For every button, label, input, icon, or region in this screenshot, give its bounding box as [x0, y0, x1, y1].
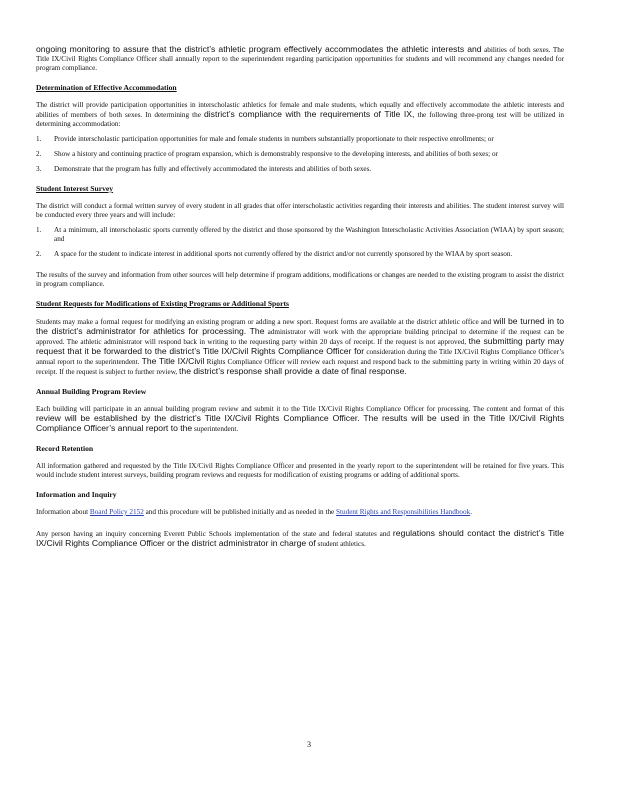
- determination-text-2: district’s compliance with the requirements of Title IX,: [203, 109, 415, 119]
- list-item: [36, 165, 564, 174]
- list-item: [36, 226, 564, 244]
- info-text-2: and this procedure will be published initially and as needed in the: [145, 508, 335, 516]
- requests-paragraph: [36, 317, 564, 377]
- intro-lead: ongoing monitoring to assure that the district’s athletic program effectively accommodates the athletic interests and: [36, 44, 482, 54]
- intro-rest: abilities of both sexes. The Title IX/Civil Rights Compliance Officer shall annually report to the superintendent regarding participation opportunities for students and will recommend any changes needed for program compliance.: [36, 46, 565, 72]
- board-policy-link[interactable]: Board Policy 2152: [89, 508, 144, 516]
- review-paragraph: [36, 405, 564, 434]
- determination-heading: Determination of Effective Accommodation: [36, 83, 177, 92]
- review-section: [36, 387, 564, 434]
- list-number: 1.: [36, 135, 42, 143]
- list-item: [36, 150, 564, 159]
- info-text-6: student athletics.: [317, 540, 366, 548]
- info-heading: Information and Inquiry: [36, 490, 117, 499]
- determination-list: [36, 135, 564, 174]
- requests-text-3: administrator will work with the appropriate building principal to determine if the request can be approved. The athletic administrator will respond back in writing to the requesting party within 20 days of receipt. If the request is not approved,: [36, 328, 564, 346]
- requests-section: [36, 299, 564, 377]
- requests-text-4: the submitting party may request that it be forwarded to the district’s Title IX/Civil Rights Compliance Officer for: [36, 336, 564, 356]
- info-paragraph-2: [36, 529, 564, 549]
- requests-text-7: Rights Compliance Officer will review each request and respond back to the submitting party in writing within 20 days of receipt. If the request is subject to further review,: [36, 358, 565, 376]
- review-text-2: review will be established by the district’s Title IX/Civil Rights Compliance Officer. The results will be used in the Title IX/Civil Rights Compliance Officer’s annual report to the: [36, 413, 564, 433]
- page-number: 3: [307, 740, 311, 749]
- list-text: Provide interscholastic participation opportunities for male and female students in numbers substantially proportionate to their respective enrollments; or: [54, 135, 494, 143]
- retention-heading: Record Retention: [36, 444, 94, 453]
- determination-text-1: The district will provide participation opportunities in interscholastic athletics for female and male students, which equally and effectively accommodate the athletic interests and abilities of members of both sexes. In determining the: [36, 101, 564, 119]
- list-text: At a minimum, all interscholastic sports currently offered by the district and those sponsored by the Washington Interscholastic Activities Association (WIAA) by sport season; and: [54, 226, 564, 243]
- review-text-1: Each building will participate in an annual building program review and submit it to the Title IX/Civil Rights Compliance Officer for processing. The content and format of this: [36, 405, 564, 413]
- survey-section: [36, 184, 564, 289]
- determination-text-3: the following three-prong test will be utilized in determining accommodation:: [36, 111, 564, 128]
- list-item: [36, 135, 564, 144]
- list-number: 2.: [36, 150, 42, 158]
- determination-section: [36, 83, 564, 174]
- determination-paragraph: [36, 101, 564, 129]
- requests-text-5: consideration during the Title IX/Civil Rights Compliance Officer’s annual report to the superintendent.: [36, 348, 565, 366]
- requests-text-6: The Title IX/Civil: [141, 356, 205, 366]
- list-text: Show a history and continuing practice of program expansion, which is demonstrably responsive to the developing interests, and abilities of both sexes; or: [54, 150, 498, 158]
- survey-heading: Student Interest Survey: [36, 184, 114, 193]
- review-text-3: superintendent.: [194, 425, 239, 433]
- info-text-4: Any person having an inquiry concerning Everett Public Schools implementation of the state and federal statutes and: [36, 530, 391, 538]
- requests-heading: Student Requests for Modifications of Existing Programs or Additional Sports: [36, 299, 289, 308]
- list-number: 1.: [36, 226, 42, 234]
- info-section: [36, 490, 564, 549]
- retention-section: [36, 444, 564, 480]
- review-heading: Annual Building Program Review: [36, 387, 147, 396]
- document-page: [36, 44, 564, 549]
- requests-text-8: the district’s response shall provide a date of final response.: [179, 366, 407, 376]
- info-text-3: .: [470, 508, 472, 516]
- handbook-link[interactable]: Student Rights and Responsibilities Handbook: [336, 508, 471, 516]
- survey-paragraph: The district will conduct a formal written survey of every student in all grades that offer interscholastic activities regarding their interests and abilities. The student interest survey will be conducted every three years and will include:: [36, 202, 564, 219]
- requests-text-2: will be turned in to the district’s administrator for athletics for processing. The: [36, 316, 564, 336]
- list-number: 2.: [36, 250, 42, 258]
- info-text-5: regulations should contact the district’s Title IX/Civil Rights Compliance Officer or the district administrator in charge of: [36, 528, 564, 548]
- list-text: A space for the student to indicate interest in additional sports not currently offered by the district and/or not currently sponsored by the WIAA by sport season.: [54, 250, 513, 258]
- list-item: [36, 250, 564, 259]
- list-text: Demonstrate that the program has fully and effectively accommodated the interests and abilities of both sexes.: [54, 165, 372, 173]
- requests-text-1: Students may make a formal request for modifying an existing program or adding a new sport. Request forms are available at the district athletic office and: [36, 318, 492, 326]
- intro-paragraph: [36, 44, 564, 73]
- info-text-1: Information about: [36, 508, 89, 516]
- survey-results-paragraph: The results of the survey and information from other sources will help determine if program additions, modifications or changes are needed to the existing program to assist the district in program compliance.: [36, 271, 564, 288]
- retention-paragraph: All information gathered and requested by the Title IX/Civil Rights Compliance Officer and presented in the yearly report to the superintendent will be retained for five years. This would include student interest surveys, building program reviews and requests for modification of existing programs or adding of additional sports.: [36, 462, 564, 479]
- list-number: 3.: [36, 165, 42, 173]
- info-paragraph-1: [36, 508, 564, 517]
- survey-list: [36, 226, 564, 259]
